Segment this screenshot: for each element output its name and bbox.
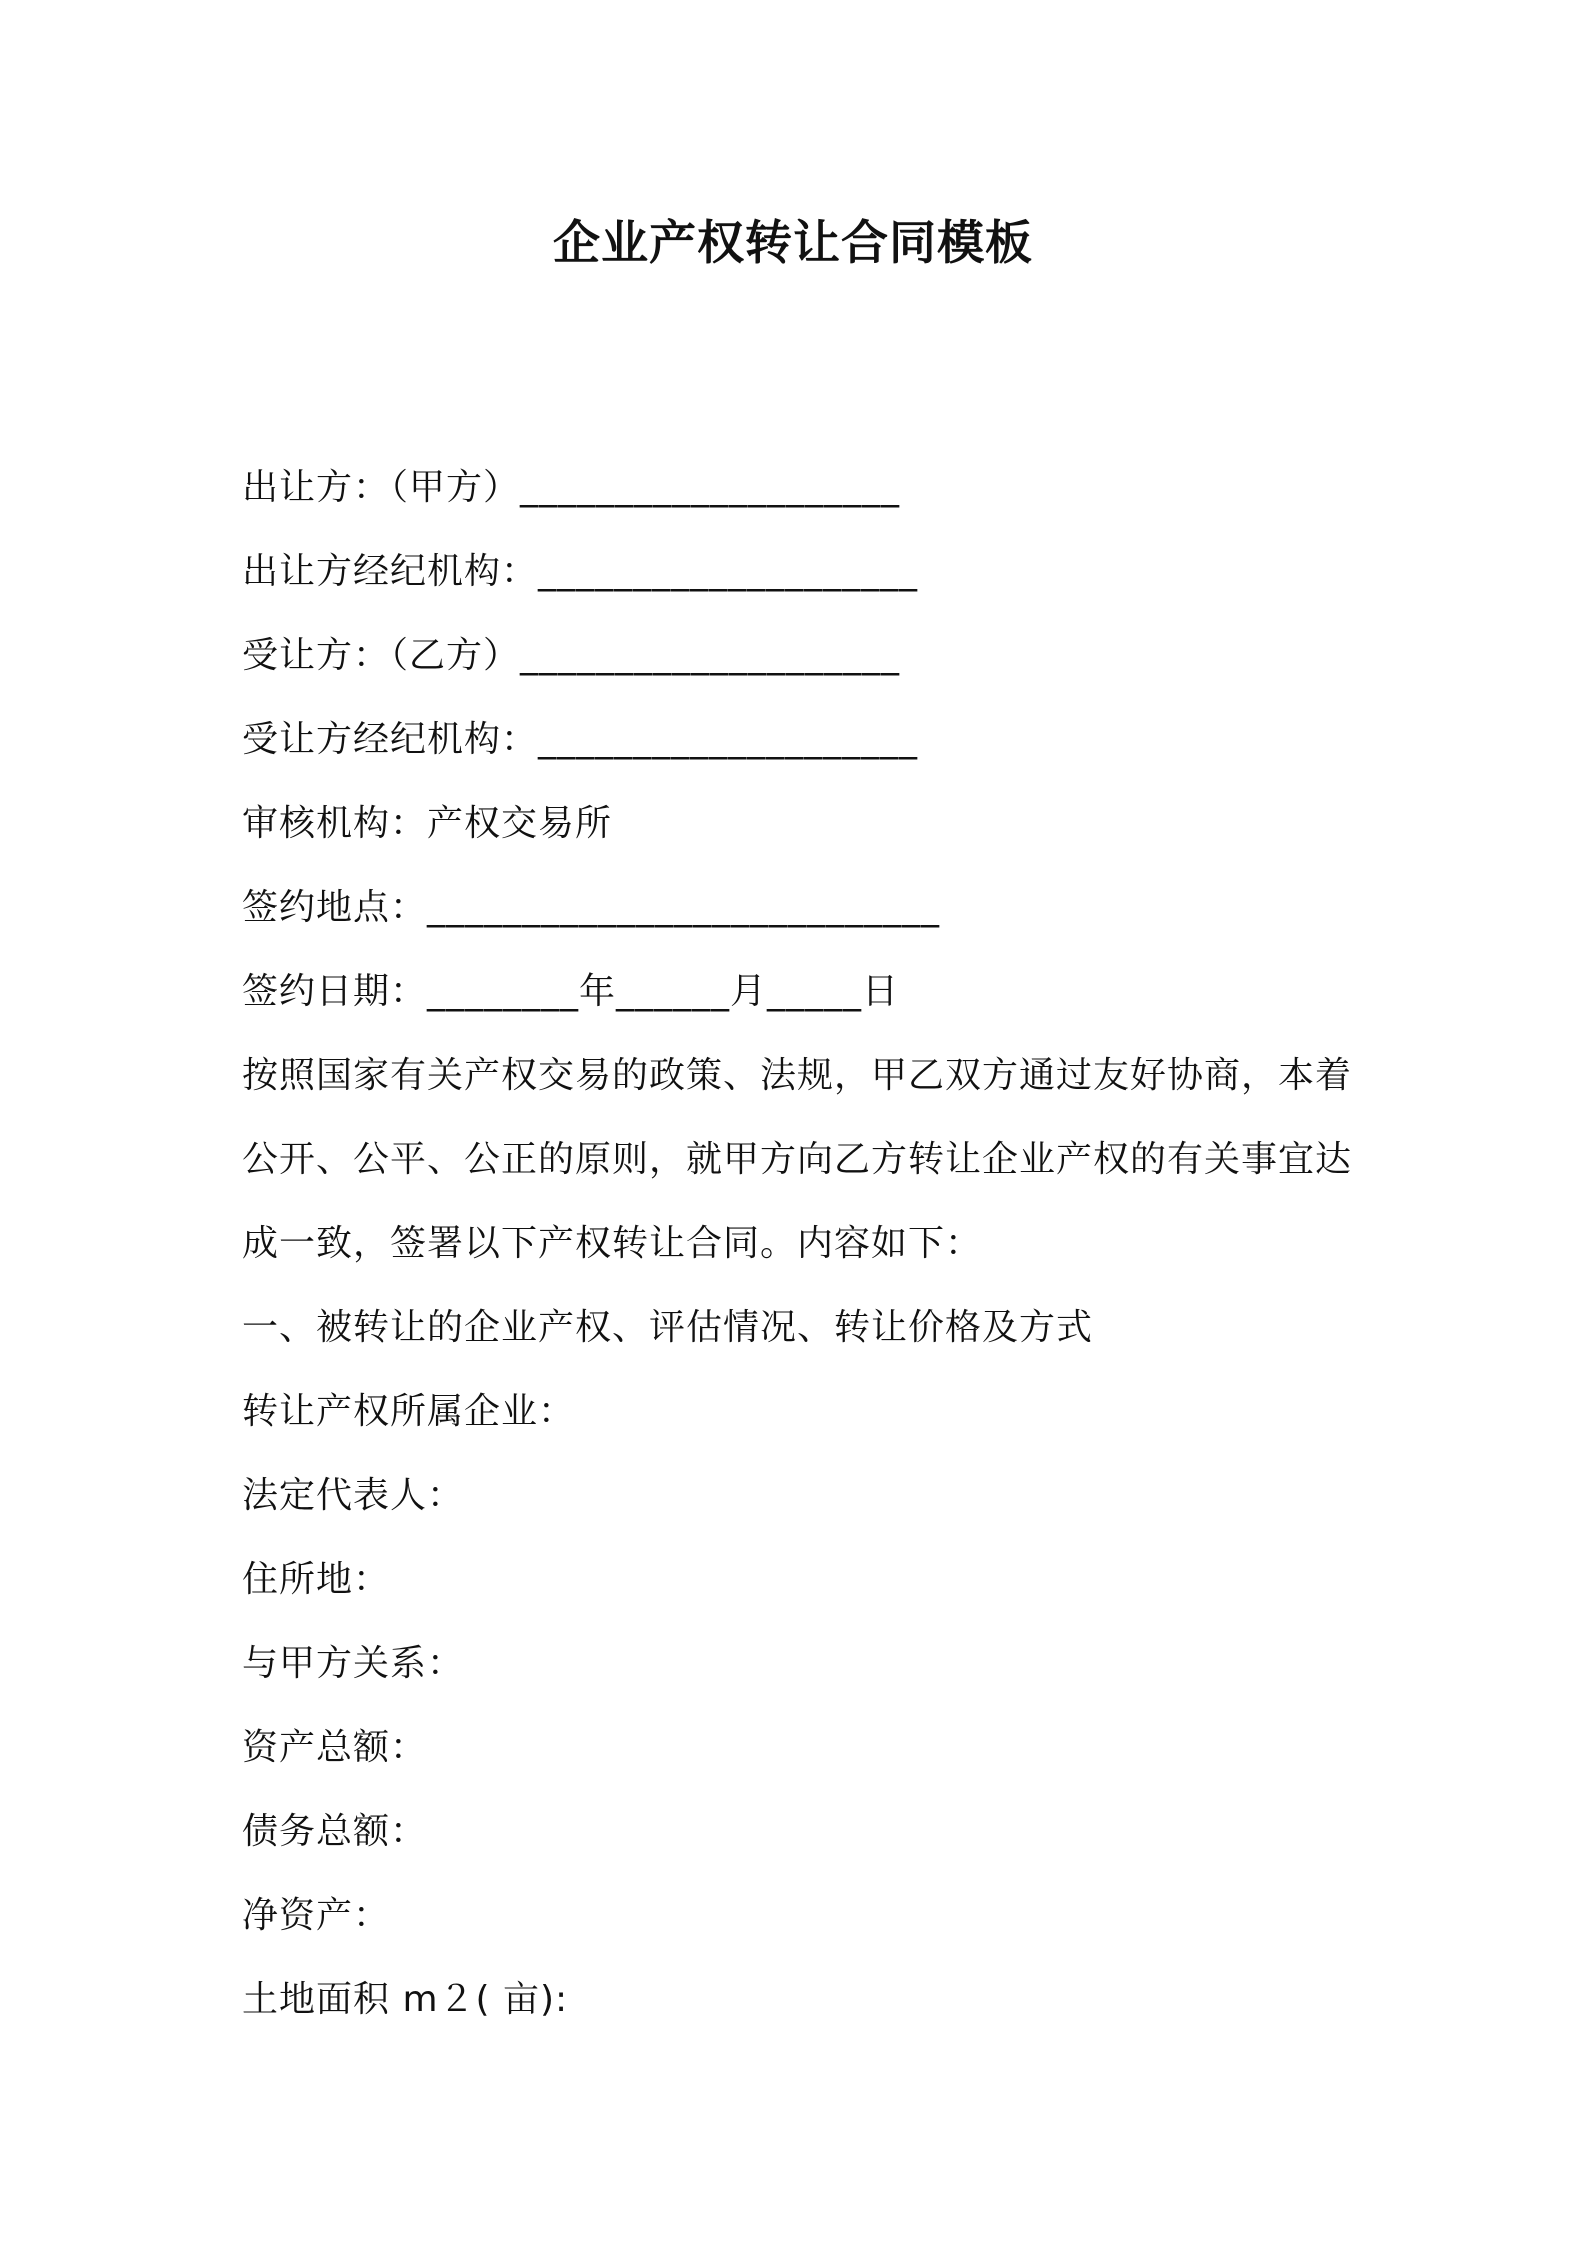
signing-place-line: 签约地点：___________________________ (242, 887, 941, 928)
seller-broker-line: 出让方经纪机构：____________________ (242, 551, 919, 592)
intro-paragraph-line-2: 公开、公平、公正的原则，就甲方向乙方转让企业产权的有关事宜达 (242, 1139, 1353, 1180)
enterprise-line: 转让产权所属企业： (242, 1391, 576, 1432)
document-title: 企业产权转让合同模板 (553, 216, 1033, 271)
legal-representative-line: 法定代表人： (242, 1475, 465, 1516)
net-assets-line: 净资产： (242, 1895, 391, 1936)
total-debt-line: 债务总额： (242, 1811, 428, 1852)
buyer-line: 受让方：（乙方）____________________ (242, 635, 901, 676)
total-assets-line: 资产总额： (242, 1727, 428, 1768)
section-one-heading: 一、被转让的企业产权、评估情况、转让价格及方式 (242, 1307, 1094, 1348)
intro-paragraph-line-1: 按照国家有关产权交易的政策、法规，甲乙双方通过友好协商，本着 (242, 1055, 1353, 1096)
relationship-line: 与甲方关系： (242, 1643, 465, 1684)
signing-date-line: 签约日期：________年______月_____日 (242, 971, 900, 1012)
buyer-broker-line: 受让方经纪机构：____________________ (242, 719, 919, 760)
land-area-line: 土地面积 m２( 亩): (242, 1979, 569, 2020)
intro-paragraph-line-3: 成一致，签署以下产权转让合同。内容如下： (242, 1223, 983, 1264)
review-agency-line: 审核机构：产权交易所 (242, 803, 613, 844)
seller-line: 出让方：（甲方）____________________ (242, 467, 901, 508)
document-body (242, 446, 1362, 2042)
domicile-line: 住所地： (242, 1559, 391, 1600)
